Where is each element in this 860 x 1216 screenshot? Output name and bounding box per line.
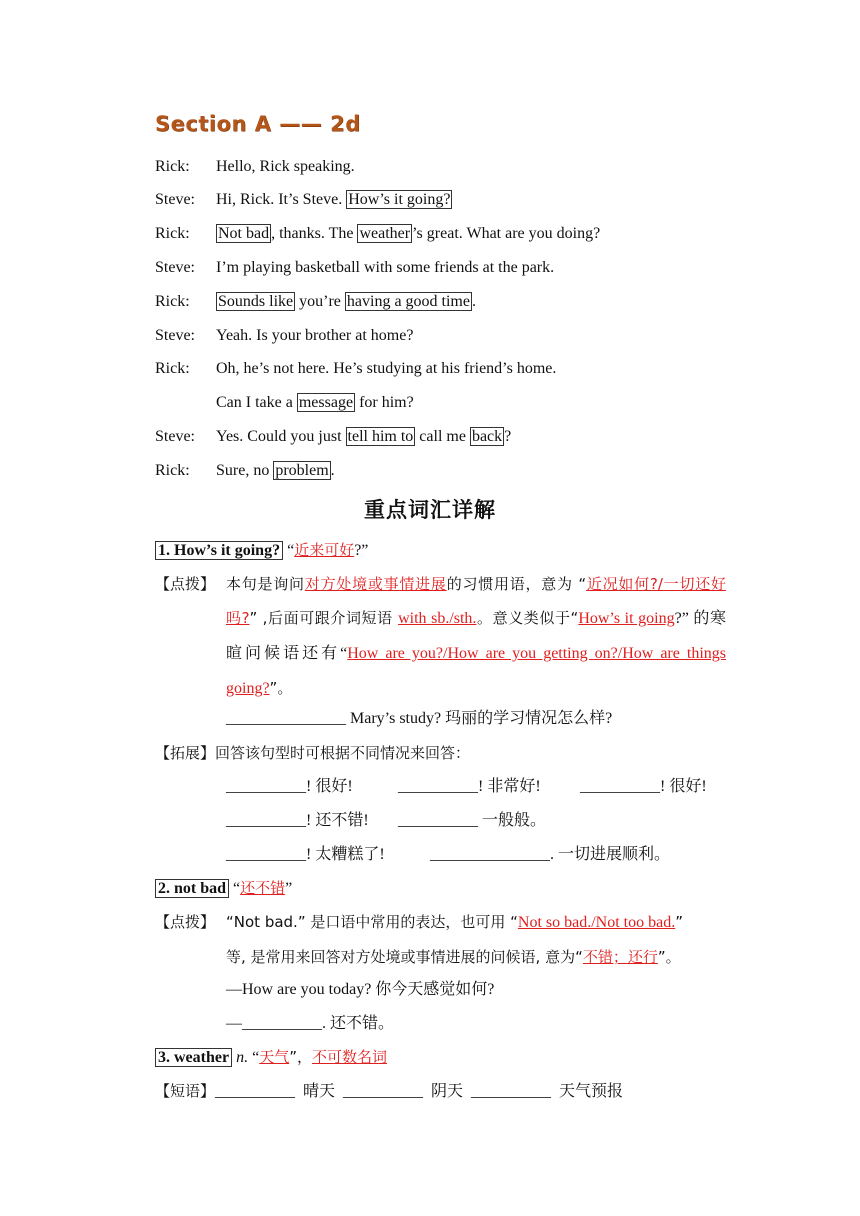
speaker: Steve:: [155, 259, 195, 276]
speaker: Steve:: [155, 428, 195, 445]
key-phrase-box: problem: [275, 462, 329, 479]
answer-blank: __________! 很好!: [226, 778, 353, 795]
note-paragraph: [226, 567, 726, 706]
note-tag: 【拓展】: [155, 744, 216, 762]
utterance: [216, 291, 476, 313]
note-highlight: How’s it going: [578, 610, 675, 627]
vocab-item-title: [155, 539, 368, 562]
note-highlight: Not so bad./Not too bad.: [517, 914, 676, 931]
note-highlight: with sb./sth.: [398, 610, 477, 627]
utterance-text: Sure, no: [216, 462, 274, 479]
note-text: 回答该句型时可根据不同情况来回答：: [215, 744, 471, 762]
utterance-text: , thanks. The: [271, 225, 358, 242]
utterance-text: Yes. Could you just: [216, 428, 346, 445]
phrase-blanks: __________ 晴天 __________ 阴天 __________ 天气预报: [215, 1083, 624, 1100]
utterance: Yeah. Is your brother at home?: [216, 327, 414, 344]
note-highlight: 对方处境或事情进展: [304, 575, 447, 593]
example-sentence: —__________. 还不错。: [226, 1015, 395, 1032]
utterance-text: .: [330, 462, 335, 479]
note-text: 。意义类似于“: [476, 609, 579, 627]
note-text: “Not bad.” 是口语中常用的表达，也可用 “: [226, 913, 518, 931]
speaker: Steve:: [155, 191, 195, 208]
vocab-term: 3. weather: [155, 1048, 232, 1067]
phrase-line: [155, 1080, 623, 1103]
note-tag: 【点拨】: [155, 913, 216, 931]
note-paragraph: [226, 905, 726, 974]
speaker: Rick:: [155, 225, 190, 242]
key-phrase-box: message: [298, 394, 354, 411]
term-meaning: 天气: [259, 1048, 290, 1066]
answer-blank: __________! 太糟糕了!: [226, 846, 385, 863]
quote: ?”: [354, 542, 369, 559]
utterance: [216, 189, 452, 211]
utterance: [216, 392, 414, 414]
note-text: 的习惯用语，意为 “: [446, 575, 587, 593]
note-text: ”。: [269, 679, 293, 697]
utterance-text: .: [471, 293, 476, 310]
utterance: I’m playing basketball with some friends at the park.: [216, 259, 555, 276]
key-phrase-box: Not bad: [218, 225, 270, 242]
answer-blank: __________ 一般般。: [398, 812, 547, 829]
extension-line: [155, 742, 470, 764]
key-phrase-box: weather: [359, 225, 411, 242]
quote: “: [229, 880, 241, 897]
example-sentence: —How are you today? 你今天感觉如何?: [226, 981, 495, 998]
note-highlight: 不错；还行: [582, 948, 658, 966]
speaker: Rick:: [155, 293, 190, 310]
utterance: [216, 460, 335, 482]
key-phrase-box: back: [471, 428, 503, 445]
note-highlight: 近况如何?/一切还好吗?: [226, 575, 726, 627]
quote: ”，: [289, 1048, 312, 1066]
note-tag: 【短语】: [155, 1082, 216, 1100]
quote: ”: [285, 880, 293, 897]
note-text: 本句是询问: [226, 575, 305, 593]
utterance-text: you’re: [295, 293, 345, 310]
key-phrase-box: tell him to: [347, 428, 414, 445]
note-text: ?” 的寒暄问候语还有“: [226, 610, 726, 662]
term-meaning: 近来可好: [294, 541, 355, 559]
vocab-item-title: [155, 1046, 387, 1069]
key-phrase-box: Sounds like: [218, 293, 294, 310]
utterance: Oh, he’s not here. He’s studying at his friend’s home.: [216, 360, 557, 377]
quote: “: [283, 542, 295, 559]
utterance-text: call me: [415, 428, 470, 445]
utterance-text: Hi, Rick. It’s Steve.: [216, 191, 347, 208]
answer-blank: __________! 还不错!: [226, 812, 369, 829]
key-phrase-box: How’s it going?: [348, 191, 451, 208]
note-text: ” ,后面可跟介词短语: [249, 609, 399, 627]
utterance: Hello, Rick speaking.: [216, 158, 355, 175]
speaker: Rick:: [155, 158, 190, 175]
vocab-term: 1. How’s it going?: [155, 541, 283, 560]
answer-blank: _______________. 一切进展顺利。: [430, 846, 671, 863]
speaker: Steve:: [155, 327, 195, 344]
vocab-item-title: [155, 877, 292, 900]
section-title: Section A —— 2d: [155, 112, 361, 136]
vocab-term: 2. not bad: [155, 879, 229, 898]
utterance-text: for him?: [355, 394, 414, 411]
note-text: ”: [675, 913, 684, 931]
part-of-speech: n.: [232, 1049, 253, 1066]
speaker: Rick:: [155, 360, 190, 377]
key-phrase-box: having a good time: [346, 293, 470, 310]
utterance-text: Can I take a: [216, 394, 297, 411]
note-highlight: How are you?/How are you getting on?/How are things going?: [226, 645, 726, 697]
answer-blank: __________! 很好!: [580, 778, 707, 795]
vocab-heading: 重点词汇详解: [364, 498, 496, 522]
term-note: 不可数名词: [312, 1048, 388, 1066]
answer-blank: __________! 非常好!: [398, 778, 541, 795]
note-text: 等, 是常用来回答对方处境或事情进展的问候语, 意为“: [226, 948, 583, 966]
speaker: Rick:: [155, 462, 190, 479]
utterance-text: ?: [504, 428, 512, 445]
quote: “: [252, 1049, 260, 1066]
note-tag: 【点拨】: [155, 575, 216, 593]
example-sentence: _______________ Mary’s study? 玛丽的学习情况怎么样?: [226, 710, 613, 727]
note-text: ”。: [657, 948, 681, 966]
utterance-text: ’s great. What are you doing?: [412, 225, 601, 242]
utterance: [216, 223, 600, 245]
term-meaning: 还不错: [240, 879, 286, 897]
utterance: [216, 426, 511, 448]
